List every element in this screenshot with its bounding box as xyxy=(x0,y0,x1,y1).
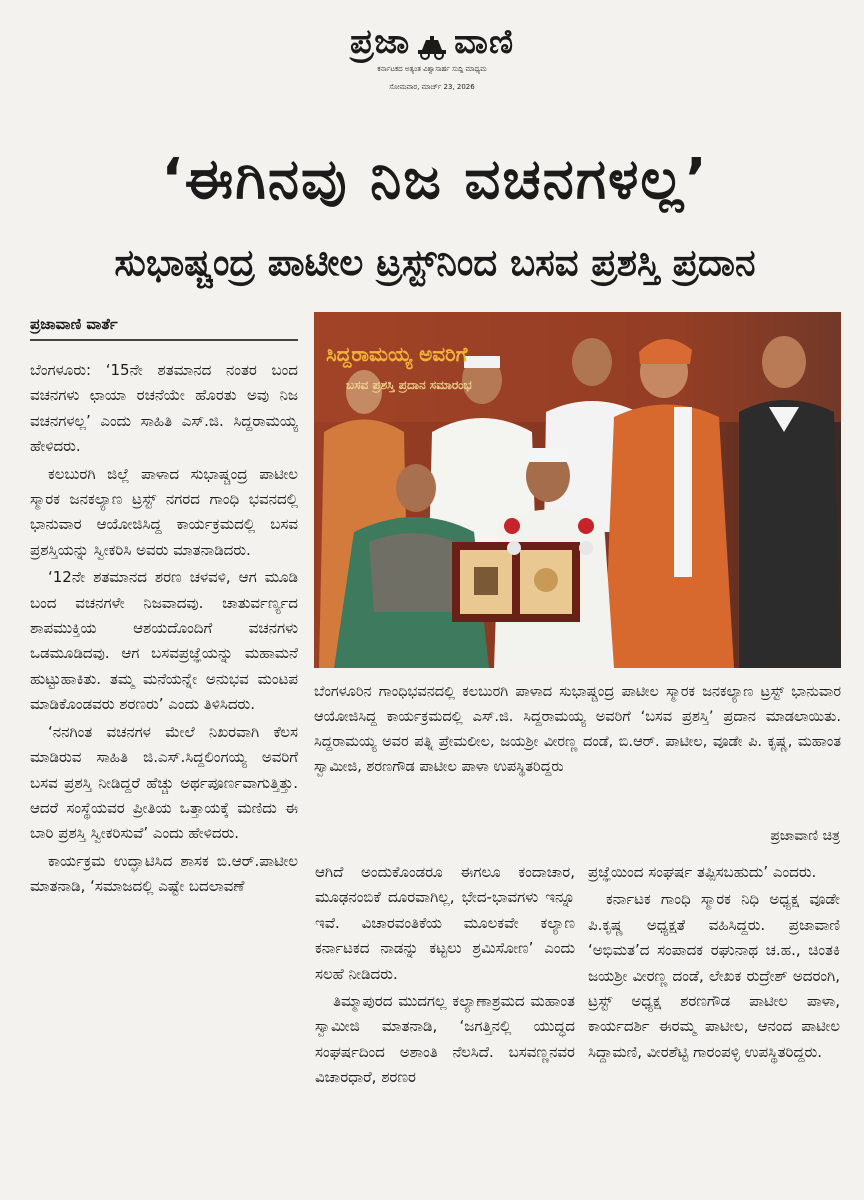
headline: ‘ಈಗಿನವು ನಿಜ ವಚನಗಳಲ್ಲ’ xyxy=(161,147,709,212)
event-photo xyxy=(314,312,841,668)
paragraph: ಕಾರ್ಯಕ್ರಮ ಉದ್ಘಾಟಿಸಿದ ಶಾಸಕ ಬಿ.ಆರ್.ಪಾಟೀಲ ಮಾತನಾಡಿ, ‘ಸಮಾಜದಲ್ಲಿ ಎಷ್ಟೇ ಬದಲಾವಣೆ xyxy=(30,851,298,896)
photo-banner-title: ಸಿದ್ದರಾಮಯ್ಯ ಅವರಿಗೆ xyxy=(326,342,468,366)
paragraph: ಪ್ರಜ್ಞೆಯಿಂದ ಸಂಘರ್ಷ ತಪ್ಪಿಸಬಹುದು’ ಎಂದರು. xyxy=(588,863,817,881)
paragraph: ಬೆಂಗಳೂರು: ‘15ನೇ ಶತಮಾನದ ನಂತರ ಬಂದ ವಚನಗಳು ಛಾಯಾ ರಚನೆಯೇ ಹೊರತು ಅವು ನಿಜ ವಚನಗಳಲ್ಲ’ ಎಂದು ಸಾಹಿತಿ ಎಸ್.ಜಿ. ಸಿದ್ದರಾಮಯ್ಯ ಹೇಳಿದರು. xyxy=(30,361,298,456)
masthead-title xyxy=(350,22,514,62)
masthead-title-left: ಪ್ರಜಾ xyxy=(349,22,411,62)
photo-banner-subtitle: ಬಸವ ಪ್ರಶಸ್ತಿ ಪ್ರದಾನ ಸಮಾರಂಭ xyxy=(346,378,472,392)
publication-date: ಸೋಮವಾರ, ಮಾರ್ಚ್ 23, 2026 xyxy=(389,83,475,91)
photo-caption: ಬೆಂಗಳೂರಿನ ಗಾಂಧಿಭವನದಲ್ಲಿ ಕಲಬುರಗಿ ಪಾಳಾದ ಸುಭಾಷ್ಚಂದ್ರ ಪಾಟೀಲ ಸ್ಮಾರಕ ಜನಕಲ್ಯಾಣ ಟ್ರಸ್ಟ್ ಭಾನುವಾರ ಆಯೋಜಿಸಿದ್ದ ಕಾರ್ಯಕ್ರಮದಲ್ಲಿ ಎಸ್‌.ಜಿ. ಸಿದ್ದರಾಮಯ್ಯ ಅವರಿಗೆ ‘ಬಸವ ಪ್ರಶಸ್ತಿ’ ಪ್ರದಾನ ಮಾಡಲಾಯಿತು. ಸಿದ್ದರಾಮಯ್ಯ ಅವರ ಪತ್ನಿ ಪ್ರೇಮಲೀಲ, ಜಯಶ್ರೀ ವೀರಣ್ಣ ದಂಡೆ, ಬಿ.ಆರ್. ಪಾಟೀಲ, ವೂಡೇ ಪಿ. ಕೃಷ್ಣ, ಮಹಾಂತ ಸ್ವಾಮೀಜಿ, ಶರಣಗೌಡ ಪಾಟೀಲ ಪಾಳಾ ಉಪಸ್ಥಿತರಿದ್ದರು xyxy=(314,684,841,775)
subheadline: ಸುಭಾಷ್ಚಂದ್ರ ಪಾಟೀಲ ಟ್ರಸ್ಟ್‌ನಿಂದ ಬಸವ ಪ್ರಶಸ್ತಿ ಪ್ರದಾನ xyxy=(114,241,756,284)
chariot-logo-icon xyxy=(416,29,448,55)
paragraph: ಕರ್ನಾಟಕ ಗಾಂಧಿ ಸ್ಮಾರಕ ನಿಧಿ ಅಧ್ಯಕ್ಷ ವೂಡೇ ಪಿ.ಕೃಷ್ಣ ಅಧ್ಯಕ್ಷತೆ ವಹಿಸಿದ್ದರು. ಪ್ರಜಾವಾಣಿ ‘ಅಭಿಮತ’ದ ಸಂಪಾದಕ ರಘುನಾಥ ಚ.ಹ., ಚಿಂತಕಿ ಜಯಶ್ರೀ ವೀರಣ್ಣ ದಂಡೆ, ಲೇಖಕ ರುದ್ರೇಶ್ ಅದರಂಗಿ, ಟ್ರಸ್ಟ್ ಅಧ್ಯಕ್ಷ ಶರಣಗೌಡ ಪಾಟೀಲ ಪಾಳಾ, ಕಾರ್ಯದರ್ಶಿ ಈರಮ್ಮ ಪಾಟೀಲ, ಆನಂದ ಪಾಟೀಲ ಸಿದ್ದಾಮಣಿ, ವೀರಶೆಟ್ಟಿ ಗಾರಂಪಳ್ಳಿ ಉಪಸ್ಥಿತರಿದ್ದರು. xyxy=(588,890,840,1061)
paragraph: ತಿಮ್ಮಾಪುರದ ಮುದಗಲ್ಲ ಕಲ್ಯಾಣಾಶ್ರಮದ ಮಹಾಂತ ಸ್ವಾಮೀಜಿ ಮಾತನಾಡಿ, ‘ಜಗತ್ತಿನಲ್ಲಿ ಯುದ್ಧದ ಸಂಘರ್ಷದಿಂದ ಅಶಾಂತಿ ನೆಲಸಿದೆ. ಬಸವಣ್ಣನವರ ವಿಚಾರಧಾರೆ, ಶರಣರ xyxy=(315,992,575,1087)
paragraph: ಆಗಿದೆ ಅಂದುಕೊಂಡರೂ ಈಗಲೂ ಕಂದಾಚಾರ, ಮೂಢನಂಬಿಕೆ ದೂರವಾಗಿಲ್ಲ, ಭೇದ-ಭಾವಗಳು ಇನ್ನೂ ಇವೆ. ವಿಚಾರವಂತಿಕೆಯ ಮೂಲಕವೇ ಕಲ್ಯಾಣ ಕರ್ನಾಟಕದ ನಾಡನ್ನು ಕಟ್ಟಲು ಶ್ರಮಿಸೋಣ’ ಎಂದು ಸಲಹೆ ನೀಡಿದರು. xyxy=(315,863,575,983)
article-column-2 xyxy=(315,860,575,1093)
masthead-tagline: ಕರ್ನಾಟಕದ ಅತ್ಯಂತ ವಿಶ್ವಾಸಾರ್ಹ ಸುದ್ದಿ ಮಾಧ್ಯಮ xyxy=(377,65,487,73)
byline: ಪ್ರಜಾವಾಣಿ ವಾರ್ತೆ xyxy=(30,313,298,341)
paragraph: ‘12ನೇ ಶತಮಾನದ ಶರಣ ಚಳವಳಿ, ಆಗ ಮೂಡಿ ಬಂದ ವಚನಗಳೇ ನಿಜವಾದವು. ಚಾತುರ್ವರ್ಣ್ಯದ ಶಾಪಮುಕ್ತಿಯ ಆಶಯದೊಂದಿಗೆ ವಚನಗಳು ಒಡಮೂಡಿದವು. ಆಗ ಬಸವಪ್ರಜ್ಞೆಯನ್ನು ಮಹಾಮನೆ ಹುಟ್ಟುಹಾಕಿತು. ತಮ್ಮ ಮನೆಯನ್ನೇ ಅನುಭವ ಮಂಟಪ ಮಾಡಿಕೊಂಡವರು ಶರಣರು’ ಎಂದು ತಿಳಿಸಿದರು. xyxy=(30,568,298,714)
article-column-3 xyxy=(588,860,840,1067)
article-column-1 xyxy=(30,358,298,902)
photo-credit: ಪ್ರಜಾವಾಣಿ ಚಿತ್ರ xyxy=(770,828,840,844)
paragraph: ಕಲಬುರಗಿ ಜಿಲ್ಲೆ ಪಾಳಾದ ಸುಭಾಷ್ಚಂದ್ರ ಪಾಟೀಲ ಸ್ಮಾರಕ ಜನಕಲ್ಯಾಣ ಟ್ರಸ್ಟ್ ನಗರದ ಗಾಂಧಿ ಭವನದಲ್ಲಿ ಭಾನುವಾರ ಆಯೋಜಿಸಿದ್ದ ಕಾರ್ಯಕ್ರಮದಲ್ಲಿ ಬಸವ ಪ್ರಶಸ್ತಿಯನ್ನು ಸ್ವೀಕರಿಸಿ ಅವರು ಮಾತನಾಡಿದರು. xyxy=(30,464,298,559)
masthead xyxy=(0,22,864,92)
paragraph: ‘ನನಗಿಂತ ವಚನಗಳ ಮೇಲೆ ನಿಖರವಾಗಿ ಕೆಲಸ ಮಾಡಿರುವ ಸಾಹಿತಿ ಜಿ.ಎಸ್.ಸಿದ್ದಲಿಂಗಯ್ಯ ಅವರಿಗೆ ಬಸವ ಪ್ರಶಸ್ತಿ ನೀಡಿದ್ದರೆ ಹೆಚ್ಚು ಅರ್ಥಪೂರ್ಣವಾಗುತ್ತಿತ್ತು. ಆದರೆ ಸಂಸ್ಥೆಯವರ ಪ್ರೀತಿಯ ಒತ್ತಾಯಕ್ಕೆ ಮಣಿದು ಈ ಬಾರಿ ಪ್ರಶಸ್ತಿ ಸ್ವೀಕರಿಸುವೆ’ ಎಂದು ಹೇಳಿದರು. xyxy=(30,722,298,843)
masthead-title-right: ವಾಣಿ xyxy=(454,22,515,62)
